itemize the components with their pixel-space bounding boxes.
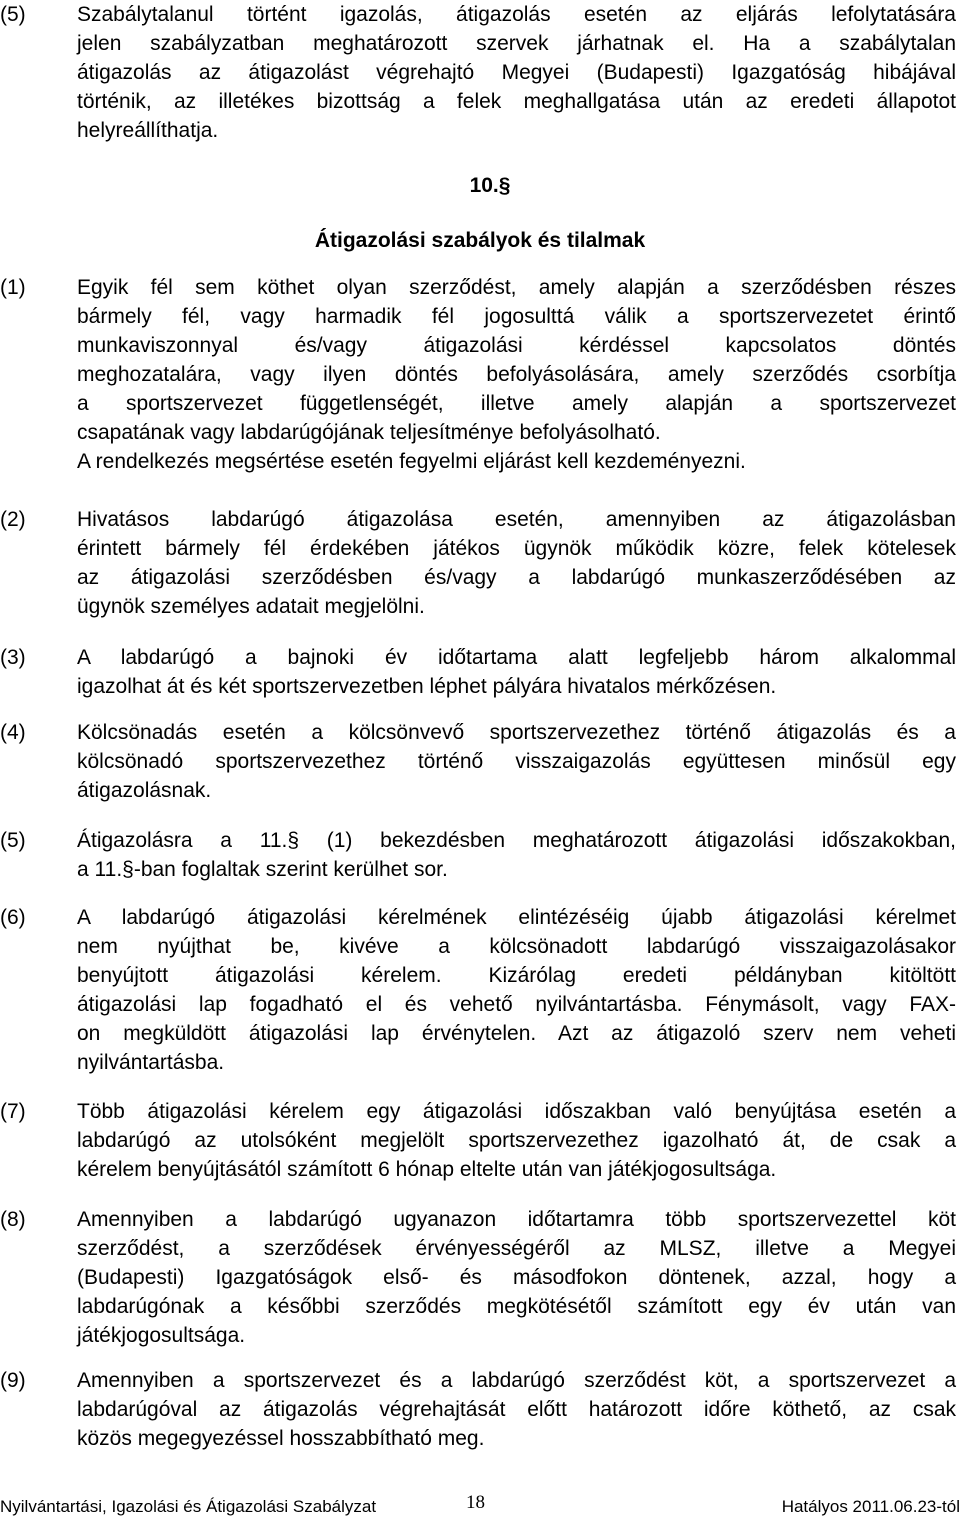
paragraph-line: közös megegyezéssel hosszabbítható meg. (77, 1427, 485, 1450)
paragraph-line: labdarúgó az utolsóként megjelölt sportszervezethez igazolható át, de csak a (77, 1129, 956, 1152)
paragraph-7 (0, 1097, 958, 1184)
paragraph-line: meghozatalára, vagy ilyen döntés befolyásolására, amely szerződés csorbítja (77, 363, 956, 386)
paragraph-text (77, 643, 956, 701)
paragraph-text (77, 826, 956, 884)
section-number: 10.§ (469, 174, 511, 197)
paragraph-line: ügynök személyes adatait megjelölni. (77, 595, 425, 618)
paragraph-line: labdarúgóval az átigazolás végrehajtását előtt határozott időre köthető, az csak (77, 1398, 956, 1421)
paragraph-2 (0, 505, 958, 621)
paragraph-line: igazolhat át és két sportszervezetben léphet pályára hivatalos mérkőzésen. (77, 675, 777, 698)
paragraph-line: kölcsönadó sportszervezethez történő visszaigazolás együttesen minősül egy (77, 750, 956, 773)
paragraph-line: átigazolás az átigazolást végrehajtó Megyei (Budapesti) Igazgatóság hibájával (77, 61, 956, 84)
paragraph-line: Amennyiben a sportszervezet és a labdarúgó szerződést köt, a sportszervezet a (77, 1369, 956, 1392)
paragraph-5-intro (0, 0, 958, 145)
paragraph-number: (6) (0, 906, 26, 929)
paragraph-number: (1) (0, 276, 26, 299)
paragraph-line: csapatának vagy labdarúgójának teljesítménye befolyásolható. (77, 421, 661, 444)
paragraph-line: érintett bármely fél érdekében játékos ügynök működik közre, felek kötelesek (77, 537, 956, 560)
paragraph-text (77, 1097, 956, 1184)
paragraph-line: benyújtott átigazolási kérelem. Kizárólag eredeti példányban kitöltött (77, 964, 956, 987)
section-title: Átigazolási szabályok és tilalmak (314, 229, 646, 252)
paragraph-number: (3) (0, 646, 26, 669)
paragraph-text (77, 718, 956, 805)
paragraph-line: Szabálytalanul történt igazolás, átigazolás esetén az eljárás lefolytatására (77, 3, 956, 26)
paragraph-text (77, 1205, 956, 1350)
paragraph-line: Több átigazolási kérelem egy átigazolási időszakban való benyújtása esetén a (77, 1100, 956, 1123)
paragraph-line: átigazolási lap fogadható el és vehető nyilvántartásba. Fénymásolt, vagy FAX- (77, 993, 956, 1016)
paragraph-line: a 11.§-ban foglaltak szerint kerülhet sor. (77, 858, 448, 881)
paragraph-line: jelen szabályzatban meghatározott szervek járhatnak el. Ha a szabálytalan (77, 32, 956, 55)
paragraph-line: on megküldött átigazolási lap érvénytelen. Azt az átigazoló szerv nem veheti (77, 1022, 956, 1045)
paragraph-1 (0, 273, 958, 476)
paragraph-line: A rendelkezés megsértése esetén fegyelmi eljárást kell kezdeményezni. (77, 450, 746, 473)
paragraph-line: helyreállíthatja. (77, 119, 219, 142)
paragraph-line: az átigazolási szerződésben és/vagy a labdarúgó munkaszerződésében az (77, 566, 956, 589)
paragraph-line: munkaviszonnyal és/vagy átigazolási kérdéssel kapcsolatos döntés (77, 334, 956, 357)
paragraph-line: labdarúgónak a későbbi szerződés megkötésétől számított egy év után van (77, 1295, 956, 1318)
paragraph-line: Kölcsönadás esetén a kölcsönvevő sportszervezethez történő átigazolás és a (77, 721, 956, 744)
paragraph-number: (7) (0, 1100, 26, 1123)
paragraph-text (77, 273, 956, 476)
paragraph-line: Hivatásos labdarúgó átigazolása esetén, amennyiben az átigazolásban (77, 508, 956, 531)
footer-document-title: Nyilvántartási, Igazolási és Átigazolási Szabályzat (0, 1497, 377, 1516)
footer-effective-date: Hatályos 2011.06.23-tól (781, 1497, 960, 1516)
paragraph-text (77, 0, 956, 145)
paragraph-4 (0, 718, 958, 805)
paragraph-line: nem nyújthat be, kivéve a kölcsönadott labdarúgó visszaigazolásakor (77, 935, 956, 958)
paragraph-text (77, 903, 956, 1077)
paragraph-line: (Budapesti) Igazgatóságok első- és másodfokon döntenek, azzal, hogy a (77, 1266, 956, 1289)
paragraph-number: (4) (0, 721, 26, 744)
paragraph-line: nyilvántartásba. (77, 1051, 225, 1074)
paragraph-5 (0, 826, 958, 884)
page-footer (0, 1492, 960, 1518)
paragraph-line: átigazolásnak. (77, 779, 212, 802)
paragraph-line: kérelem benyújtásától számított 6 hónap eltelte után van játékjogosultsága. (77, 1158, 777, 1181)
paragraph-line: Amennyiben a labdarúgó ugyanazon időtartamra több sportszervezettel köt (77, 1208, 956, 1231)
paragraph-line: a sportszervezet függetlenségét, illetve amely alapján a sportszervezet (77, 392, 956, 415)
paragraph-line: szerződést, a szerződések érvényességéről az MLSZ, illetve a Megyei (77, 1237, 956, 1260)
paragraph-line: A labdarúgó a bajnoki év időtartama alatt legfeljebb három alkalommal (77, 646, 956, 669)
paragraph-line: történik, az illetékes bizottság a felek meghallgatása után az eredeti állapotot (77, 90, 956, 113)
paragraph-line: bármely fél, vagy harmadik fél jogosulttá válik a sportszervezetet érintő (77, 305, 956, 328)
paragraph-number: (2) (0, 508, 26, 531)
paragraph-text (77, 505, 956, 621)
paragraph-6 (0, 903, 958, 1077)
paragraph-text (77, 1366, 956, 1453)
paragraph-number: (5) (0, 829, 26, 852)
paragraph-line: A labdarúgó átigazolási kérelmének elintézéséig újabb átigazolási kérelmet (77, 906, 956, 929)
paragraph-3 (0, 643, 958, 701)
paragraph-line: Egyik fél sem köthet olyan szerződést, amely alapján a szerződésben részes (77, 276, 956, 299)
paragraph-number: (9) (0, 1369, 26, 1392)
footer-page-number: 18 (466, 1492, 485, 1513)
paragraph-line: Átigazolásra a 11.§ (1) bekezdésben meghatározott átigazolási időszakokban, (77, 829, 956, 852)
paragraph-number: (8) (0, 1208, 26, 1231)
paragraph-line: játékjogosultsága. (77, 1324, 246, 1347)
paragraph-number: (5) (0, 3, 26, 26)
paragraph-8 (0, 1205, 958, 1350)
paragraph-9 (0, 1366, 958, 1453)
